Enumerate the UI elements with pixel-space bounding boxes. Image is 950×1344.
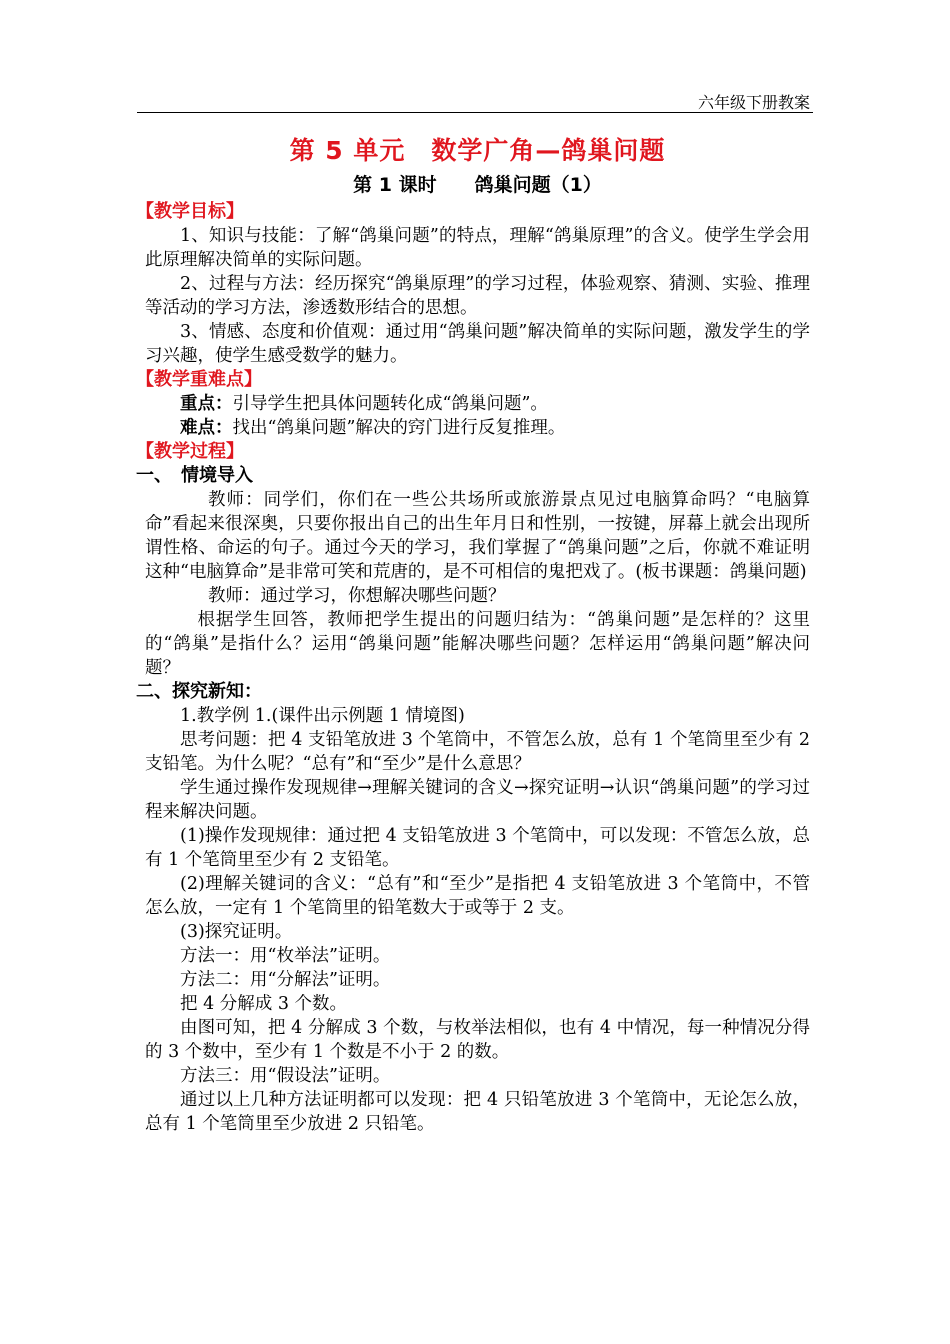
difficulty-label: 难点： xyxy=(180,418,233,438)
part2-heading: 二、探究新知： xyxy=(136,681,262,702)
focus-text: 引导学生把具体问题转化成“鸽巢问题”。 xyxy=(232,394,548,414)
paragraph: 由图可知，把 4 分解成 3 个数，与枚举法相似，也有 4 中情况，每一种情况分得的 3 个数中，至少有 1 个数是不小于 2 的数。 xyxy=(145,1018,810,1062)
part1-heading: 一、 情境导入 xyxy=(136,465,253,486)
paragraph: 教师：同学们，你们在一些公共场所或旅游景点见过电脑算命吗？“电脑算命”看起来很深奥，只要你报出自己的出生年月日和性别，一按键，屏幕上就会出现所谓性格、命运的句子。通过今天的学习，我们掌握了“鸽巢问题”之后，你就不难证明这种“电脑算命”是非常可笑和荒唐的，是不可相信的鬼把戏了。(板书课题：鸽巢问题) xyxy=(145,490,810,582)
paragraph: 1.教学例 1.(课件出示例题 1 情境图) xyxy=(180,706,465,726)
paragraph: 方法二：用“分解法”证明。 xyxy=(180,970,391,990)
paragraph: 方法一：用“枚举法”证明。 xyxy=(180,946,391,966)
page-header: 六年级下册教案 xyxy=(697,93,810,112)
lesson-content xyxy=(136,130,810,1136)
process-heading: 【教学过程】 xyxy=(136,441,244,462)
focus-label: 重点： xyxy=(180,394,233,414)
lesson-subtitle: 第 1 课时 鸽巢问题（1） xyxy=(353,174,602,196)
objective-item: 3、情感、态度和价值观：通过用“鸽巢问题”解决简单的实际问题，激发学生的学习兴趣，使学生感受数学的魅力。 xyxy=(145,322,810,366)
paragraph: 学生通过操作发现规律→理解关键词的含义→探究证明→认识“鸽巢问题”的学习过程来解决问题。 xyxy=(145,778,810,822)
paragraph: 教师：通过学习，你想解决哪些问题？ xyxy=(208,586,506,606)
paragraph: (3)探究证明。 xyxy=(180,922,293,942)
objectives-heading: 【教学目标】 xyxy=(136,201,244,222)
focus-point xyxy=(145,392,810,416)
paragraph: (1)操作发现规律：通过把 4 支铅笔放进 3 个笔筒中，可以发现：不管怎么放，总有 1 个笔筒里至少有 2 支铅笔。 xyxy=(145,826,810,870)
page-title: 第 5 单元 数学广角—鸽巢问题 xyxy=(289,136,666,165)
paragraph: 思考问题：把 4 支铅笔放进 3 个笔筒中，不管怎么放，总有 1 个笔筒里至少有 2 支铅笔。为什么呢？“总有”和“至少”是什么意思？ xyxy=(145,730,810,774)
paragraph: 通过以上几种方法证明都可以发现：把 4 只铅笔放进 3 个笔筒中，无论怎么放，总有 1 个笔筒里至少放进 2 只铅笔。 xyxy=(145,1090,810,1134)
objective-item: 1、知识与技能：了解“鸽巢问题”的特点，理解“鸽巢原理”的含义。使学生学会用此原理解决简单的实际问题。 xyxy=(145,226,810,270)
paragraph: 根据学生回答，教师把学生提出的问题归结为：“鸽巢问题”是怎样的？这里的“鸽巢”是指什么？运用“鸽巢问题”能解决哪些问题？怎样运用“鸽巢问题”解决问题？ xyxy=(145,610,810,678)
keypoints-heading: 【教学重难点】 xyxy=(136,369,262,390)
paragraph: 把 4 分解成 3 个数。 xyxy=(180,994,348,1014)
paragraph: (2)理解关键词的含义：“总有”和“至少”是指把 4 支铅笔放进 3 个笔筒中，不管怎么放，一定有 1 个笔筒里的铅笔数大于或等于 2 支。 xyxy=(145,874,810,918)
difficulty-text: 找出“鸽巢问题”解决的窍门进行反复推理。 xyxy=(232,418,566,438)
header-divider xyxy=(137,112,813,113)
difficulty-point xyxy=(145,416,810,440)
objective-item: 2、过程与方法：经历探究“鸽巢原理”的学习过程，体验观察、猜测、实验、推理等活动的学习方法，渗透数形结合的思想。 xyxy=(145,274,810,318)
paragraph: 方法三：用“假设法”证明。 xyxy=(180,1066,391,1086)
